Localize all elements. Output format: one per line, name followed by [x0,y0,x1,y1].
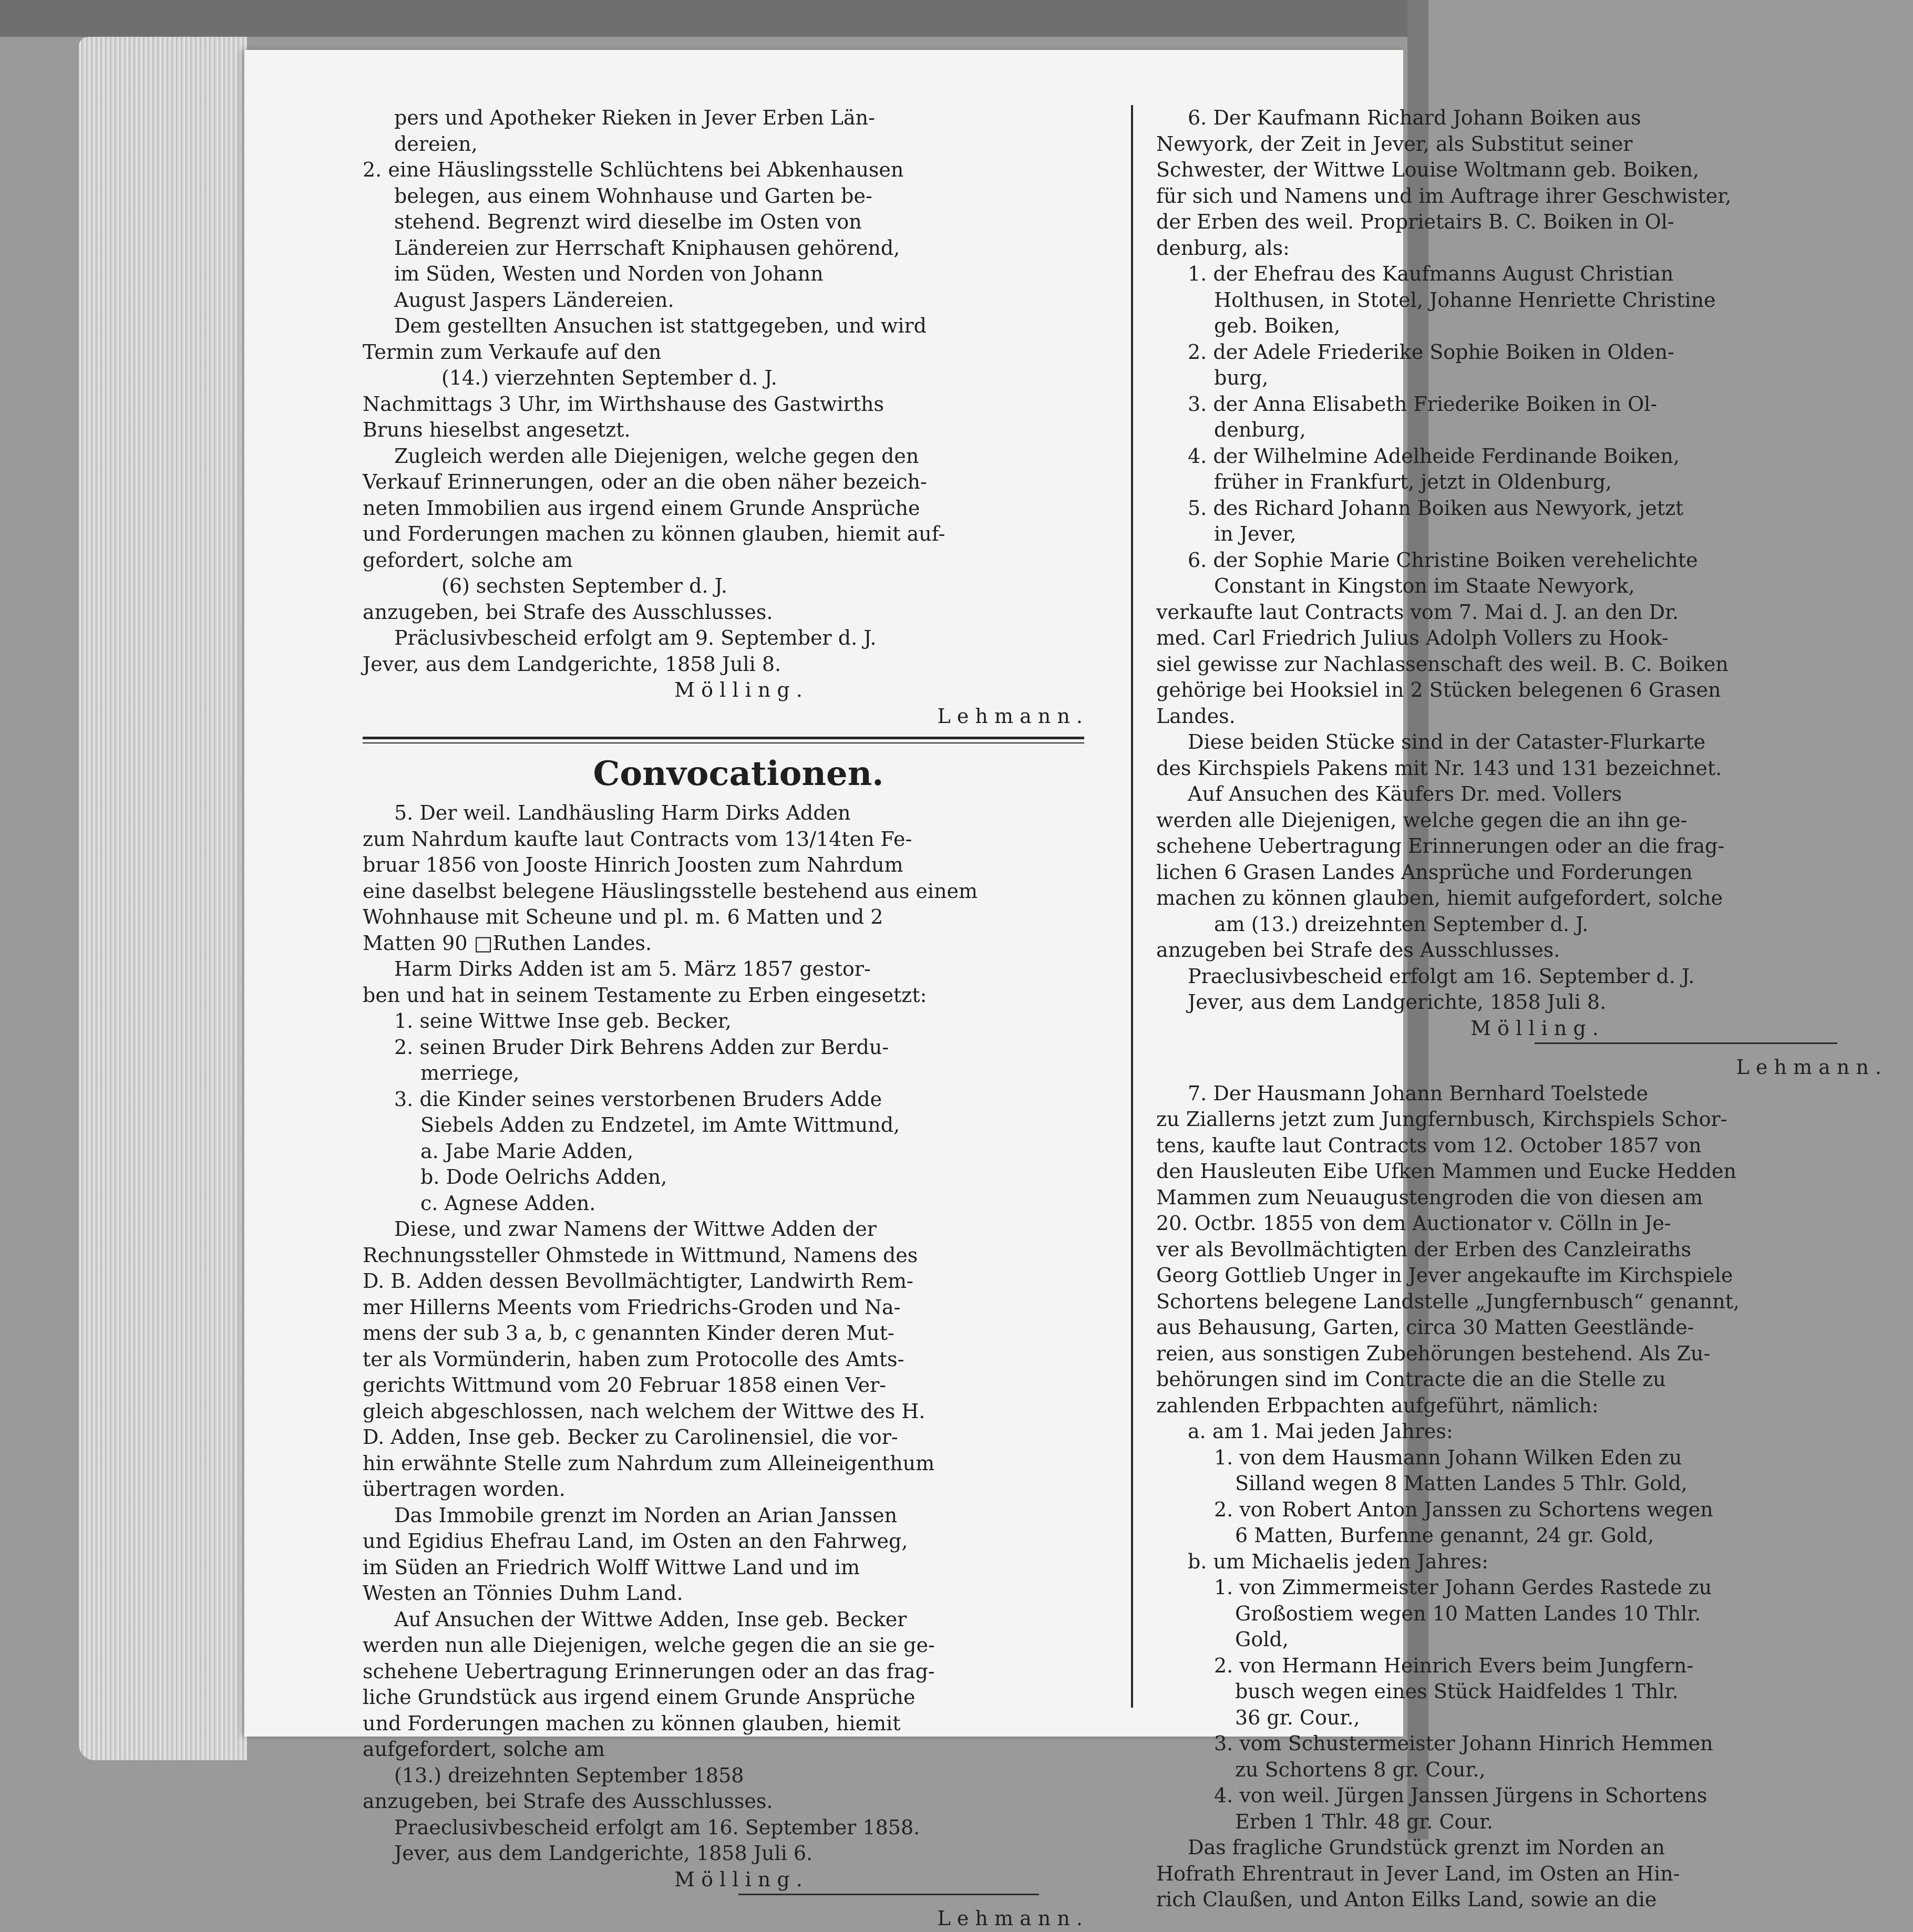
text-line: den Hausleuten Eibe Ufken Mammen und Eucke Hedden [1156,1160,1736,1183]
text-line: Nachmittags 3 Uhr, im Wirthshause des Gastwirths [363,392,884,416]
text-line: liche Grundstück aus irgend einem Grunde Ansprüche [363,1686,916,1709]
text-line: Siebels Adden zu Endzetel, im Amte Wittmund, [420,1113,900,1137]
text-line: c. Agnese Adden. [420,1191,596,1215]
text-line: werden alle Diejenigen, welche gegen die an ihn ge- [1156,808,1688,832]
text-line: 3. vom Schustermeister Johann Hinrich Hemmen [1214,1732,1713,1755]
text-line: Constant in Kingston im Staate Newyork, [1214,574,1635,597]
text-line: Harm Dirks Adden ist am 5. März 1857 gestor- [394,957,871,980]
text-line: schehene Uebertragung Erinnerungen oder an die frag- [1156,834,1725,857]
text-line: früher in Frankfurt, jetzt in Oldenburg, [1214,470,1612,493]
text-line: anzugeben bei Strafe des Ausschlusses. [1156,938,1560,962]
text-line: gleich abgeschlossen, nach welchem der Wittwe des H. [363,1399,925,1423]
text-line: zu Schortens 8 gr. Cour., [1235,1758,1486,1781]
text-line: bruar 1856 von Jooste Hinrich Joosten zum Nahrdum [363,853,903,876]
text-line: (6) sechsten September d. J. [441,574,728,597]
text-line: 4. der Wilhelmine Adelheide Ferdinande Boiken, [1188,444,1680,468]
section-7-block [1156,1081,1913,1913]
text-line: burg, [1214,366,1269,389]
text-line: verkaufte laut Contracts vom 7. Mai d. J. an den Dr. [1156,600,1679,624]
signature-lehmann: L e h m a n n . [937,1907,1083,1930]
text-line: 36 gr. Cour., [1235,1706,1360,1729]
text-line: und Egidius Ehefrau Land, im Osten an den Fahrweg, [363,1530,908,1553]
left-column [363,105,1114,1932]
text-line: Schortens belegene Landstelle „Jungfernbusch“ genannt, [1156,1289,1740,1313]
text-line: 4. von weil. Jürgen Janssen Jürgens in Schortens [1214,1784,1708,1807]
text-line: gehörige bei Hooksiel in 2 Stücken belegenen 6 Grasen [1156,678,1721,701]
text-line: des Kirchspiels Pakens mit Nr. 143 und 131 bezeichnet. [1156,756,1722,780]
text-line: D. B. Adden dessen Bevollmächtigter, Landwirth Rem- [363,1269,913,1293]
text-line: behörungen sind im Contracte die an die Stelle zu [1156,1368,1666,1391]
left-intro-block [363,105,1114,677]
text-line: eine daselbst belegene Häuslingsstelle bestehend aus einem [363,879,978,903]
signature-moelling: M ö l l i n g . [1470,1016,1599,1040]
column-divider [1131,105,1133,1708]
text-line: geb. Boiken, [1214,314,1341,337]
text-line: Praeclusivbescheid erfolgt am 16. September 1858. [394,1815,920,1839]
text-line: med. Carl Friedrich Julius Adolph Vollers zu Hook- [1156,626,1669,649]
text-line: Matten 90 □Ruthen Landes. [363,931,652,955]
signature-lehmann: L e h m a n n . [937,704,1083,728]
text-line: anzugeben, bei Strafe des Ausschlusses. [363,1790,773,1813]
text-line: werden nun alle Diejenigen, welche gegen die an sie ge- [363,1634,935,1657]
text-line: in Jever, [1214,522,1297,545]
text-line: 2. eine Häuslingsstelle Schlüchtens bei Abkenhausen [363,158,904,181]
text-line: gefordert, solche am [363,548,573,572]
section-rule-thin [363,742,1084,743]
text-line: 6. Der Kaufmann Richard Johann Boiken aus [1188,106,1641,129]
text-line: und Forderungen machen zu können glauben, hiemit [363,1711,901,1735]
text-line: und Forderungen machen zu können glauben, hiemit auf- [363,522,945,545]
text-line: ben und hat in seinem Testamente zu Erben eingesetzt: [363,983,927,1007]
signature-rule [738,1894,1039,1895]
text-line: neten Immobilien aus irgend einem Grunde Ansprüche [363,496,920,520]
text-line: im Süden, Westen und Norden von Johann [394,262,824,285]
text-line: D. Adden, Inse geb. Becker zu Carolinensiel, die vor- [363,1425,898,1449]
text-line: Auf Ansuchen des Käufers Dr. med. Vollers [1188,782,1622,805]
text-line: für sich und Namens und im Auftrage ihrer Geschwister, [1156,184,1732,208]
text-line: 6 Matten, Burfenne genannt, 24 gr. Gold, [1235,1524,1654,1547]
text-line: 5. des Richard Johann Boiken aus Newyork, jetzt [1188,496,1684,520]
text-line: anzugeben, bei Strafe des Ausschlusses. [363,600,773,624]
text-line: 2. von Robert Anton Janssen zu Schortens wegen [1214,1497,1713,1521]
text-line: Newyork, der Zeit in Jever, als Substitut seiner [1156,132,1633,156]
text-line: Landes. [1156,704,1236,728]
text-line: 1. von dem Hausmann Johann Wilken Eden zu [1214,1445,1682,1469]
text-line: belegen, aus einem Wohnhause und Garten be- [394,184,872,208]
text-line: aufgefordert, solche am [363,1738,605,1761]
text-line: mer Hillerns Meents vom Friedrichs-Groden und Na- [363,1295,901,1319]
text-line: August Jaspers Ländereien. [394,288,674,312]
text-line: rich Claußen, und Anton Eilks Land, sowie an die [1156,1888,1657,1911]
text-line: a. Jabe Marie Adden, [420,1139,634,1163]
text-line: ver als Bevollmächtigten der Erben des Canzleiraths [1156,1237,1691,1261]
text-line: Jever, aus dem Landgerichte, 1858 Juli 6. [394,1842,813,1865]
text-line: zu Ziallerns jetzt zum Jungfernbusch, Kirchspiels Schor- [1156,1108,1727,1131]
text-line: Diese, und zwar Namens der Wittwe Adden der [394,1217,877,1241]
text-line: b. um Michaelis jeden Jahres: [1188,1549,1488,1573]
text-line: (13.) dreizehnten September 1858 [394,1763,744,1787]
text-line: Erben 1 Thlr. 48 gr. Cour. [1235,1810,1494,1833]
text-line: Holthusen, in Stotel, Johanne Henriette Christine [1214,288,1716,312]
text-line: Bruns hieselbst angesetzt. [363,418,631,441]
text-line: 3. der Anna Elisabeth Friederike Boiken in Ol- [1188,392,1658,416]
text-line: am (13.) dreizehnten September d. J. [1214,912,1589,936]
text-line: mens der sub 3 a, b, c genannten Kinder deren Mut- [363,1321,894,1345]
text-line: Großostiem wegen 10 Matten Landes 10 Thlr. [1235,1602,1701,1625]
text-line: 1. der Ehefrau des Kaufmanns August Christian [1188,262,1674,285]
text-line: aus Behausung, Garten, circa 30 Matten Geestlände- [1156,1316,1694,1339]
text-line: 2. seinen Bruder Dirk Behrens Adden zur Berdu- [394,1035,889,1059]
text-line: Schwester, der Wittwe Louise Woltmann geb. Boiken, [1156,158,1700,181]
text-line: busch wegen eines Stück Haidfeldes 1 Thlr. [1235,1680,1679,1703]
text-line: Praeclusivbescheid erfolgt am 16. September d. J. [1188,964,1695,988]
text-line: übertragen worden. [363,1478,565,1501]
text-line: Jever, aus dem Landgerichte, 1858 Juli 8. [363,652,781,676]
text-line: Jever, aus dem Landgerichte, 1858 Juli 8. [1188,990,1607,1014]
text-line: Gold, [1235,1628,1289,1651]
text-line: ter als Vormünderin, haben zum Protocolle des Amts- [363,1347,904,1371]
text-line: Wohnhause mit Scheune und pl. m. 6 Matten und 2 [363,905,883,928]
text-line: im Süden an Friedrich Wolff Wittwe Land und im [363,1555,860,1579]
text-line: zahlenden Erbpachten aufgeführt, nämlich: [1156,1393,1599,1417]
text-line: Präclusivbescheid erfolgt am 9. September d. J. [394,626,877,649]
signature-moelling: M ö l l i n g . [674,678,803,701]
text-line: 20. Octbr. 1855 von dem Auctionator v. Cölln in Je- [1156,1212,1671,1235]
text-line: Westen an Tönnies Duhm Land. [363,1582,683,1605]
text-line: pers und Apotheker Rieken in Jever Erben Län- [394,106,875,129]
text-line: 2. der Adele Friederike Sophie Boiken in Olden- [1188,340,1674,364]
text-line: 2. von Hermann Heinrich Evers beim Jungfern- [1214,1654,1694,1677]
text-line: reien, aus sonstigen Zubehörungen bestehend. Als Zu- [1156,1341,1711,1365]
text-line: 3. die Kinder seines verstorbenen Bruders Adde [394,1087,882,1111]
text-line: zum Nahrdum kaufte laut Contracts vom 13/14ten Fe- [363,827,912,851]
signature-moelling: M ö l l i n g . [674,1867,803,1891]
text-line: Silland wegen 8 Matten Landes 5 Thlr. Gold, [1235,1472,1688,1495]
text-line: Mammen zum Neuaugustengroden die von diesen am [1156,1185,1703,1209]
text-line: Das Immobile grenzt im Norden an Arian Janssen [394,1503,898,1527]
document-page [244,50,1881,1930]
text-line: denburg, als: [1156,236,1290,260]
text-line: schehene Uebertragung Erinnerungen oder an das frag- [363,1659,935,1683]
text-line: Diese beiden Stücke sind in der Cataster-Flurkarte [1188,730,1706,753]
text-line: Dem gestellten Ansuchen ist stattgegeben, und wird [394,314,927,337]
text-line: merriege, [420,1061,520,1084]
text-line: Verkauf Erinnerungen, oder an die oben näher bezeich- [363,470,927,493]
text-line: Georg Gottlieb Unger in Jever angekaufte im Kirchspiele [1156,1264,1733,1287]
text-line: Hofrath Ehrentraut in Jever Land, im Osten an Hin- [1156,1862,1680,1885]
text-line: Termin zum Verkaufe auf den [363,340,662,364]
signature-lehmann: L e h m a n n . [1736,1056,1881,1079]
book-page-edges [79,37,247,1760]
text-line: Ländereien zur Herrschaft Kniphausen gehörend, [394,236,900,260]
text-line: (14.) vierzehnten September d. J. [441,366,777,389]
section-rule [363,737,1084,739]
text-line: 6. der Sophie Marie Christine Boiken verehelichte [1188,548,1698,572]
text-line: hin erwähnte Stelle zum Nahrdum zum Alleineigenthum [363,1451,935,1475]
text-line: denburg, [1214,418,1306,441]
text-line: lichen 6 Grasen Landes Ansprüche und Forderungen [1156,860,1693,884]
right-column [1156,105,1913,1913]
text-line: machen zu können glauben, hiemit aufgefordert, solche [1156,886,1723,910]
text-line: 7. Der Hausmann Johann Bernhard Toelstede [1188,1081,1649,1105]
text-line: 1. seine Wittwe Inse geb. Becker, [394,1009,732,1032]
text-line: b. Dode Oelrichs Adden, [420,1165,667,1189]
signature-rule [1535,1042,1837,1044]
section-heading: Convocationen. [593,754,884,793]
text-line: Rechnungssteller Ohmstede in Wittmund, Namens des [363,1243,918,1267]
text-line: Zugleich werden alle Diejenigen, welche gegen den [394,444,919,468]
section-5-block [363,800,1114,1867]
text-line: stehend. Begrenzt wird dieselbe im Osten von [394,210,862,233]
text-line: der Erben des weil. Proprietairs B. C. Boiken in Ol- [1156,210,1674,233]
section-6-block [1156,105,1913,1016]
text-line: siel gewisse zur Nachlassenschaft des weil. B. C. Boiken [1156,652,1729,676]
scan-background-top [0,0,1428,37]
text-line: 1. von Zimmermeister Johann Gerdes Rastede zu [1214,1576,1712,1599]
text-line: dereien, [394,132,478,156]
text-line: a. am 1. Mai jeden Jahres: [1188,1420,1453,1443]
text-line: gerichts Wittmund vom 20 Februar 1858 einen Ver- [363,1373,887,1397]
text-line: Auf Ansuchen der Wittwe Adden, Inse geb. Becker [394,1607,907,1631]
text-line: tens, kaufte laut Contracts vom 12. October 1857 von [1156,1133,1702,1157]
text-line: Das fragliche Grundstück grenzt im Norden an [1188,1836,1665,1859]
text-line: 5. Der weil. Landhäusling Harm Dirks Adden [394,801,851,824]
